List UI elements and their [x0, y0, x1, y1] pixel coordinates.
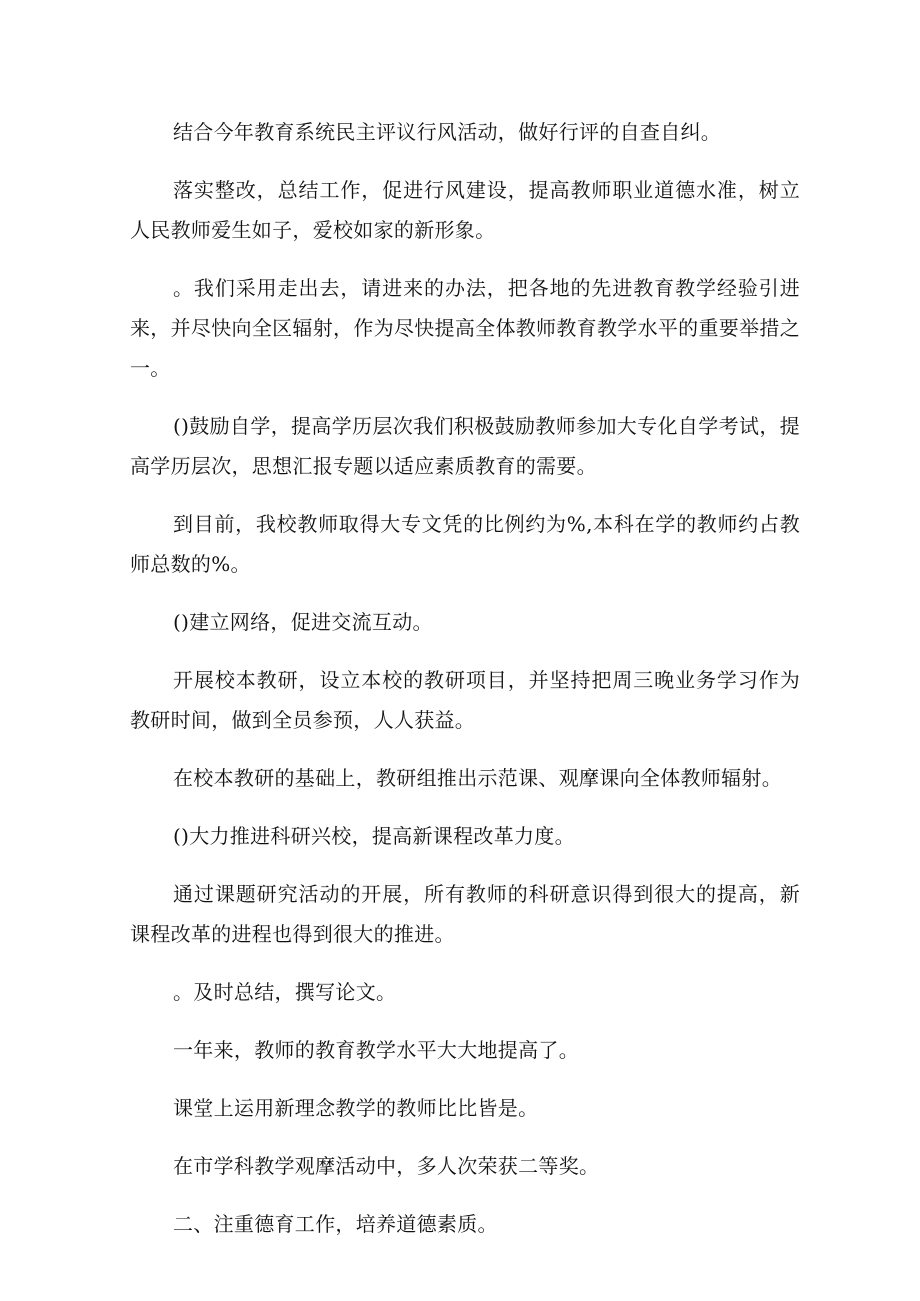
paragraph: 开展校本教研，设立本校的教研项目，并坚持把周三晚业务学习作为教研时间，做到全员参预，人人获益。 [130, 668, 800, 732]
paragraph: 通过课题研究活动的开展，所有教师的科研意识得到很大的提高，新课程改革的进程也得到很大的推进。 [130, 882, 800, 946]
paragraph: ()建立网络，促进交流互动。 [173, 610, 433, 634]
paragraph: 在市学科教学观摩活动中，多人次荣获二等奖。 [173, 1154, 600, 1178]
document-body [130, 112, 800, 1244]
paragraph: 一年来，教师的教育教学水平大大地提高了。 [173, 1038, 579, 1062]
paragraph: 到目前，我校教师取得大专文凭的比例约为%,本科在学的教师约占教师总数的%。 [130, 512, 800, 576]
paragraph: 在校本教研的基础上，教研组推出示范课、观摩课向全体教师辐射。 [173, 766, 782, 790]
paragraph: 课堂上运用新理念教学的教师比比皆是。 [173, 1096, 539, 1120]
paragraph: 。我们采用走出去，请进来的办法，把各地的先进教育教学经验引进来，并尽快向全区辐射，作为尽快提高全体教师教育教学水平的重要举措之一。 [130, 276, 800, 380]
paragraph: 落实整改，总结工作，促进行风建设，提高教师职业道德水准，树立人民教师爱生如子，爱校如家的新形象。 [130, 178, 800, 242]
paragraph: ()大力推进科研兴校，提高新课程改革力度。 [173, 824, 575, 848]
paragraph: 。及时总结，撰写论文。 [173, 980, 397, 1004]
paragraph: 结合今年教育系统民主评议行风活动，做好行评的自查自纠。 [173, 120, 722, 144]
paragraph: ()鼓励自学，提高学历层次我们积极鼓励教师参加大专化自学考试，提高学历层次，思想汇报专题以适应素质教育的需要。 [130, 414, 800, 478]
paragraph: 二、注重德育工作，培养道德素质。 [173, 1212, 498, 1236]
